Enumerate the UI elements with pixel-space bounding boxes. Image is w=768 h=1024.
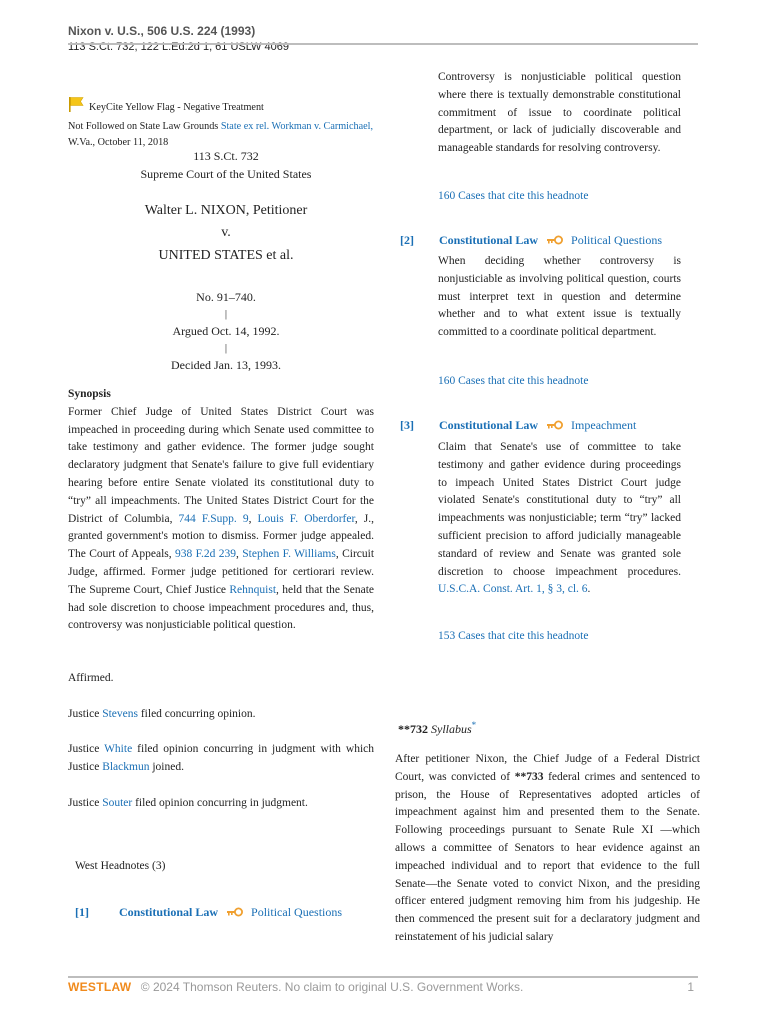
court-name: Supreme Court of the United States: [140, 167, 312, 181]
subtopic-link[interactable]: Impeachment: [571, 418, 637, 432]
justice-link[interactable]: Souter: [102, 797, 133, 809]
footer: [68, 980, 698, 1000]
opinion-note: Justice Souter filed opinion concurring in judgment.: [68, 797, 308, 809]
versus: v.: [221, 225, 231, 240]
party-petitioner: Walter L. NIXON, Petitioner: [144, 203, 308, 218]
subtopic-link[interactable]: Political Questions: [571, 233, 663, 247]
syllabus-label: Syllabus: [431, 722, 472, 736]
argued-date: Argued Oct. 14, 1992.: [172, 324, 280, 338]
subtopic-link[interactable]: Political Questions: [251, 905, 343, 919]
case-title: Nixon v. U.S., 506 U.S. 224 (1993): [68, 24, 256, 38]
cites-headnote-link[interactable]: 160 Cases that cite this headnote: [438, 190, 589, 202]
copyright-notice: © 2024 Thomson Reuters. No claim to original U.S. Government Works.: [140, 980, 524, 994]
judge-link[interactable]: Stephen F. Williams: [242, 548, 336, 561]
justice-link[interactable]: Rehnquist: [229, 583, 277, 596]
judge-link[interactable]: Louis F. Oberdorfer: [257, 512, 355, 525]
headnote-2-header: [400, 231, 662, 250]
page-number: 1: [687, 980, 694, 994]
headnote-3-header: [400, 416, 636, 435]
decided-date: Decided Jan. 13, 1993.: [171, 358, 281, 372]
statute-link[interactable]: U.S.C.A. Const. Art. 1, § 3, cl. 6: [438, 583, 588, 596]
star-page-marker: **732: [398, 722, 428, 736]
justice-link[interactable]: Blackmun: [102, 760, 150, 773]
headnote-3-text: Claim that Senate's use of committee to take testimony and gather evidence during proceedings to impeach United States District Court judge violated Senate's constitutional duty to “try” all impeachments was nonjusticiable; term “try” lacked sufficient precision to afford judicially manageable standard of review and Senate was granted sole discretion to choose impeachment procedures. U.S.C.A. Const. Art. 1, § 3, cl. 6.: [438, 441, 681, 596]
cites-headnote-link[interactable]: 160 Cases that cite this headnote: [438, 375, 589, 387]
key-number-icon: [226, 904, 243, 922]
justice-link[interactable]: Stevens: [102, 708, 138, 720]
separator: |: [224, 308, 228, 320]
citation-link[interactable]: 938 F.2d 239: [174, 548, 237, 561]
header-divider: [68, 43, 698, 45]
keycite-date: W.Va., October 11, 2018: [68, 137, 169, 148]
docket-number: No. 91–740.: [196, 290, 256, 304]
synopsis-section: [68, 386, 374, 635]
westlaw-logo: WESTLAW: [68, 980, 132, 994]
justice-link[interactable]: White: [104, 743, 133, 755]
synopsis-heading: Synopsis: [68, 388, 111, 400]
topic-link[interactable]: Constitutional Law: [439, 233, 539, 247]
headnote-1-text: Controversy is nonjusticiable political question where there is textually demonstrable constitutional commitment of issue to coordinate political department, or lack of judicially discoverable and manageable standards for resolving controversy.: [438, 71, 681, 155]
party-respondent: UNITED STATES et al.: [158, 248, 294, 263]
keycite-flag-label: KeyCite Yellow Flag - Negative Treatment: [89, 102, 264, 113]
disposition: Affirmed.: [68, 672, 114, 684]
headnote-number-link[interactable]: [3]: [400, 418, 414, 432]
topic-link[interactable]: Constitutional Law: [119, 905, 219, 919]
cites-headnote-link[interactable]: 153 Cases that cite this headnote: [438, 630, 589, 642]
case-citations: 113 S.Ct. 732, 122 L.Ed.2d 1, 61 USLW 4069: [68, 41, 289, 53]
key-number-icon: [546, 417, 563, 435]
reporter-citation: 113 S.Ct. 732: [193, 149, 259, 163]
headnote-number-link[interactable]: [2]: [400, 233, 414, 247]
opinion-note: Justice White filed opinion concurring in judgment with which Justice Blackmun joined.: [68, 743, 374, 773]
caption-block: [68, 147, 384, 374]
headnote-1-header: [75, 903, 342, 922]
citation-link[interactable]: 744 F.Supp. 9: [178, 512, 249, 525]
headnote-number-link[interactable]: [1]: [75, 905, 89, 919]
yellow-flag-icon[interactable]: [68, 96, 85, 119]
separator: |: [224, 342, 228, 354]
keycite-treatment: Not Followed on State Law Grounds: [68, 121, 219, 132]
syllabus-text: After petitioner Nixon, the Chief Judge of a Federal District Court, was convicted of **733 federal crimes and sentenced to prison, the House of Representatives adopted articles of impeachment against him and presented them to the Senate. Following proceedings pursuant to Senate Rule XI —which allows a committee of Senators to hear evidence against an impeached individual and to report that evidence to the full Senate—the Senate voted to convict Nixon, and the presiding officer entered judgment removing him from his judgeship. He then commenced the present suit for a declaratory judgment and reinstatement of his judicial salary: [395, 753, 701, 943]
west-headnotes-heading: West Headnotes (3): [75, 860, 166, 872]
headnote-2-text: When deciding whether controversy is nonjusticiable as involving political question, courts must interpret text in question and determine whether and to what extent issue is textually committed to a coordinate political department.: [438, 255, 681, 339]
footer-divider: [68, 976, 698, 978]
keycite-case-link[interactable]: State ex rel. Workman v. Carmichael,: [220, 121, 374, 132]
star-page-marker: **733: [514, 770, 544, 783]
synopsis-text: Former Chief Judge of United States District Court was impeached in proceeding during which Senate used committee to take testimony and gather evidence. The former judge sought declaratory judgment that Senate's failure to give full evidentiary hearing before entire Senate violated its constitutional duty to “try” all impeachments. The United States District Court for the District of Columbia, 744 F.Supp. 9, Louis F. Oberdorfer, J., granted government's motion to dismiss. Former judge appealed. The Court of Appeals, 938 F.2d 239, Stephen F. Williams, Circuit Judge, affirmed. Former judge petitioned for certiorari review. The Supreme Court, Chief Justice Rehnquist, held that the Senate had sole discretion to choose impeachment procedures and, thus, controversy was nonjusticiable political question.: [68, 405, 375, 632]
key-number-icon: [546, 232, 563, 250]
opinion-note: Justice Stevens filed concurring opinion.: [68, 708, 256, 720]
keycite-block: [68, 96, 388, 151]
syllabus-heading: [398, 720, 476, 737]
document-header: [68, 22, 698, 54]
topic-link[interactable]: Constitutional Law: [439, 418, 539, 432]
syllabus-footnote-link[interactable]: *: [471, 720, 477, 730]
